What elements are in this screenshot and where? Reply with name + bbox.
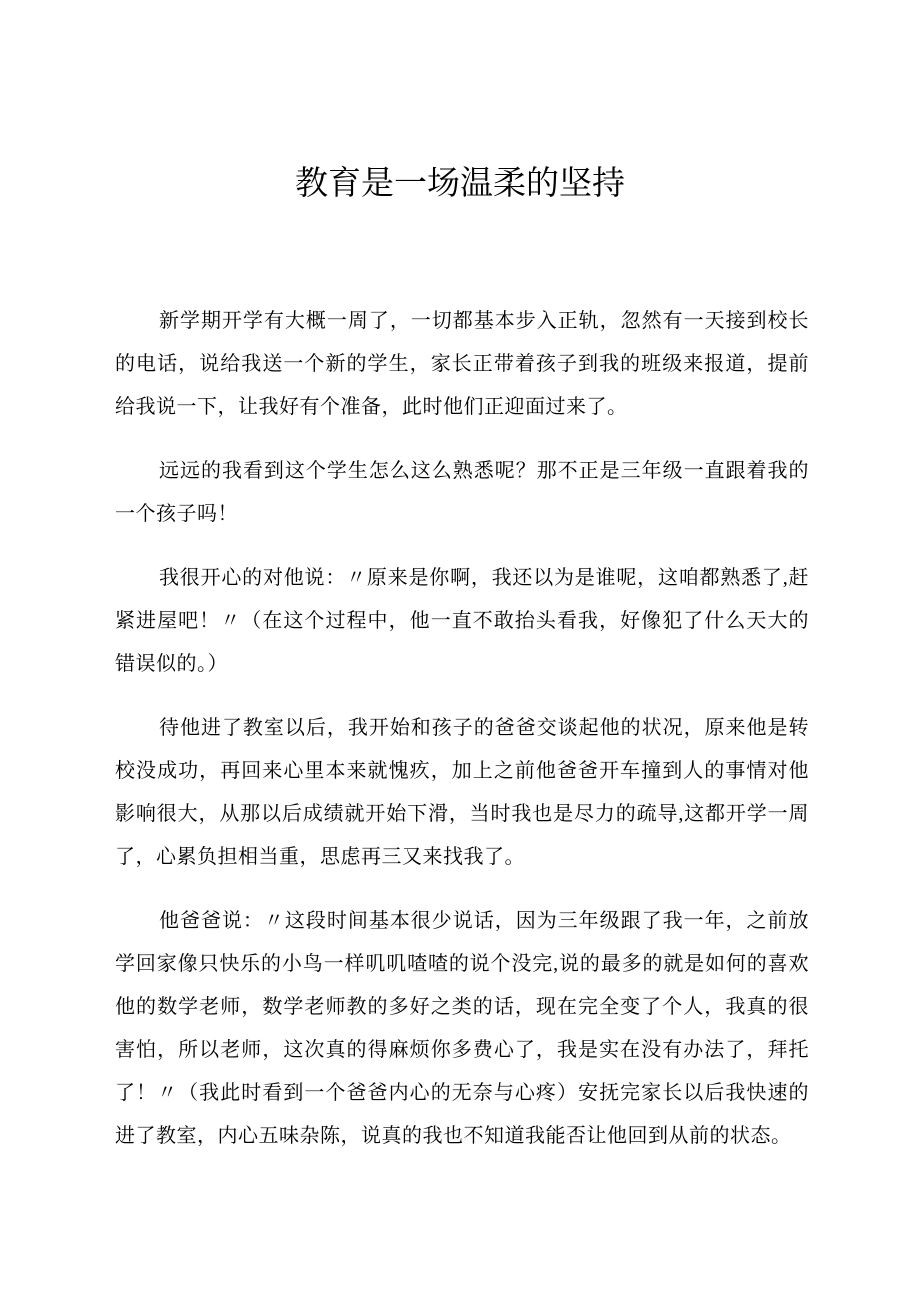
paragraph-4: 待他进了教室以后，我开始和孩子的爸爸交谈起他的状况，原来他是转校没成功，再回来心里本来就愧疚，加上之前他爸爸开车撞到人的事情对他影响很大，从那以后成绩就开始下滑，当时我也是尽力的疏导,这都开学一周了，心累负担相当重，思虑再三又来找我了。 bbox=[115, 717, 809, 868]
paragraph-3: 我很开心的对他说：〃原来是你啊，我还以为是谁呢，这咱都熟悉了,赶紧进屋吧！〃（在这个过程中，他一直不敢抬头看我，好像犯了什么天大的错误似的。） bbox=[115, 567, 809, 675]
paragraph-5: 他爸爸说：〃这段时间基本很少说话，因为三年级跟了我一年，之前放学回家像只快乐的小鸟一样叽叽喳喳的说个没完,说的最多的就是如何的喜欢他的数学老师，数学老师教的多好之类的话，现在完全变了个人，我真的很害怕，所以老师，这次真的得麻烦你多费心了，我是实在没有办法了，拜托了！〃（我此时看到一个爸爸内心的无奈与心疼）安抚完家长以后我快速的进了教室，内心五味杂陈，说真的我也不知道我能否让他回到从前的状态。 bbox=[115, 910, 809, 1147]
document-title: 教育是一场温柔的坚持 bbox=[295, 166, 625, 202]
document-body bbox=[115, 300, 809, 1158]
paragraph-1: 新学期开学有大概一周了，一切都基本步入正轨，忽然有一天接到校长的电话，说给我送一个新的学生，家长正带着孩子到我的班级来报道，提前给我说一下，让我好有个准备，此时他们正迎面过来了。 bbox=[115, 310, 809, 418]
paragraph-2: 远远的我看到这个学生怎么这么熟悉呢？那不正是三年级一直跟着我的一个孩子吗！ bbox=[115, 460, 809, 525]
